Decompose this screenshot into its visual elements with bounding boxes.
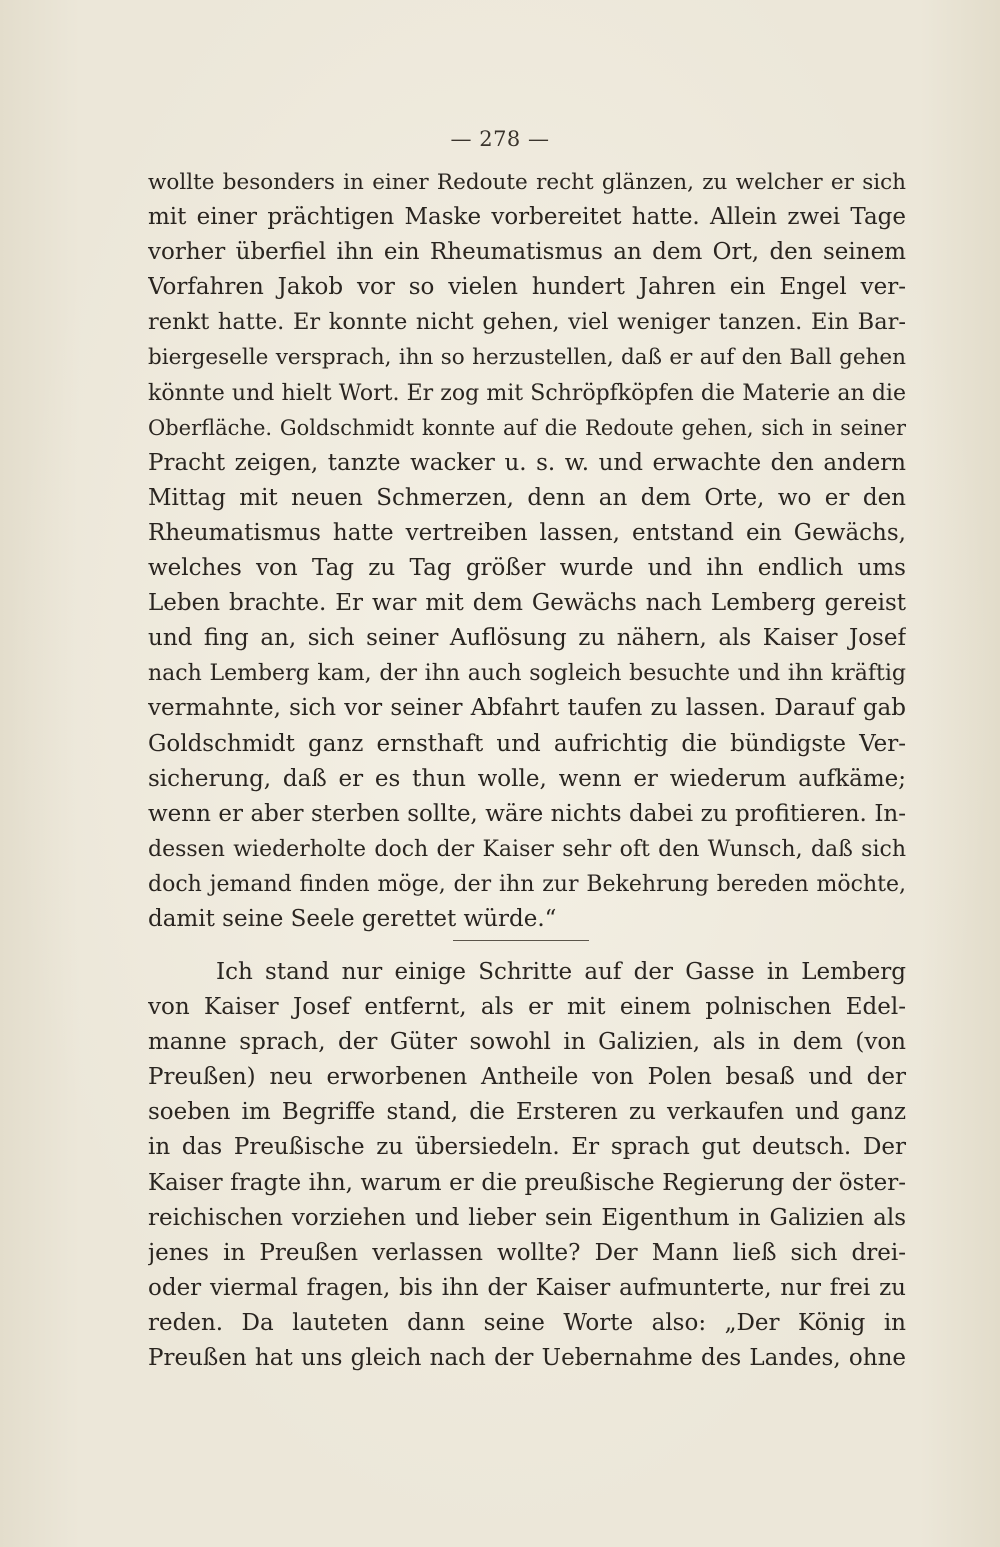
text-line: nach Lemberg kam, der ihn auch sogleich besuchte und ihn kräftig <box>148 661 906 687</box>
text-line: Rheumatismus hatte vertreiben lassen, entstand ein Gewächs, <box>148 519 906 546</box>
text-line: Kaiser fragte ihn, warum er die preußische Regierung der öster- <box>148 1169 906 1196</box>
text-line: soeben im Begriffe stand, die Ersteren zu verkaufen und ganz <box>148 1099 906 1126</box>
text-line: Preußen) neu erworbenen Antheile von Polen besaß und der <box>148 1064 906 1091</box>
text-line: Vorfahren Jakob vor so vielen hundert Jahren ein Engel ver- <box>148 274 906 301</box>
text-line: welches von Tag zu Tag größer wurde und ihn endlich ums <box>148 555 906 582</box>
text-line: Oberfläche. Goldschmidt konnte auf die Redoute gehen, sich in seiner <box>148 415 906 440</box>
text-line: wenn er aber sterben sollte, wäre nichts dabei zu profitieren. In- <box>148 800 906 827</box>
text-line: Mittag mit neuen Schmerzen, denn an dem Orte, wo er den <box>148 484 906 511</box>
text-line: reden. Da lauteten dann seine Worte also: „Der König in <box>148 1309 906 1336</box>
text-line: vermahnte, sich vor seiner Abfahrt taufen zu lassen. Darauf gab <box>148 695 906 722</box>
text-line: Pracht zeigen, tanzte wacker u. s. w. und erwachte den andern <box>148 449 906 476</box>
section-divider <box>453 940 589 941</box>
text-line: doch jemand finden möge, der ihn zur Bekehrung bereden möchte, <box>148 871 906 897</box>
text-line: Goldschmidt ganz ernsthaft und aufrichtig die bündigste Ver- <box>148 730 906 757</box>
text-line: manne sprach, der Güter sowohl in Galizien, als in dem (von <box>148 1029 906 1056</box>
text-line: reichischen vorziehen und lieber sein Eigenthum in Galizien als <box>148 1204 906 1231</box>
text-line: Leben brachte. Er war mit dem Gewächs nach Lemberg gereist <box>148 590 906 617</box>
text-line: sicherung, daß er es thun wolle, wenn er wiederum aufkäme; <box>148 765 906 792</box>
text-line: jenes in Preußen verlassen wollte? Der Mann ließ sich drei- <box>148 1239 906 1266</box>
text-line: biergeselle versprach, ihn so herzustellen, daß er auf den Ball gehen <box>148 345 906 371</box>
paragraph-1 <box>148 165 906 937</box>
text-line: dessen wiederholte doch der Kaiser sehr oft den Wunsch, daß sich <box>148 836 906 862</box>
text-line: vorher überfiel ihn ein Rheumatismus an dem Ort, den seinem <box>148 239 906 266</box>
text-line: damit seine Seele gerettet würde.“ <box>148 905 557 932</box>
text-line: Ich stand nur einige Schritte auf der Gasse in Lemberg <box>216 959 906 985</box>
text-line: renkt hatte. Er konnte nicht gehen, viel weniger tanzen. Ein Bar- <box>148 309 906 336</box>
text-line: mit einer prächtigen Maske vorbereitet hatte. Allein zwei Tage <box>148 204 906 231</box>
text-line: Preußen hat uns gleich nach der Uebernahme des Landes, ohne <box>148 1345 906 1372</box>
text-line: und fing an, sich seiner Auflösung zu nähern, als Kaiser Josef <box>148 625 906 652</box>
paragraph-2 <box>148 955 906 1376</box>
text-line: oder viermal fragen, bis ihn der Kaiser aufmunterte, nur frei zu <box>148 1274 906 1301</box>
text-line: von Kaiser Josef entfernt, als er mit einem polnischen Edel- <box>148 994 906 1021</box>
text-line: in das Preußische zu übersiedeln. Er sprach gut deutsch. Der <box>148 1134 906 1161</box>
text-line: wollte besonders in einer Redoute recht glänzen, zu welcher er sich <box>148 170 906 195</box>
page-number: — 278 — <box>450 127 550 151</box>
text-line: könnte und hielt Wort. Er zog mit Schröpfköpfen die Materie an die <box>148 380 906 406</box>
